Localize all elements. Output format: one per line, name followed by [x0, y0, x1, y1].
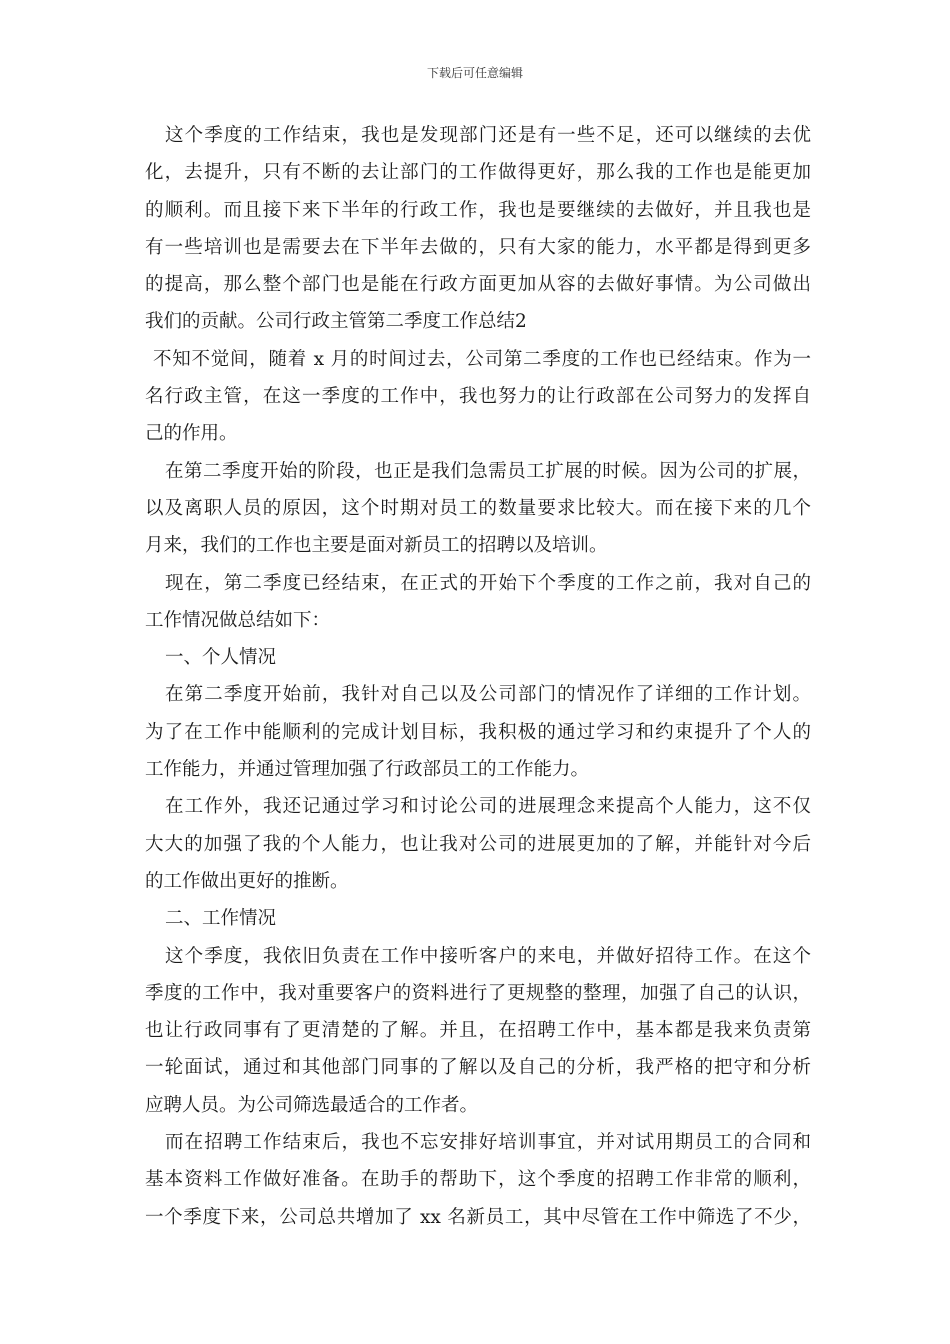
text-line: 工作能力，并通过管理加强了行政部员工的工作能力。	[145, 759, 590, 781]
text-line: 基本资料工作做好准备。在助手的帮助下，这个季度的招聘工作非常的顺利，	[145, 1169, 811, 1191]
text-line: 这个季度的工作结束，我也是发现部门还是有一些不足，还可以继续的去优	[165, 125, 811, 146]
text-line: 己的作用。	[145, 423, 238, 445]
text-line: 在第二季度开始的阶段，也正是我们急需员工扩展的时候。因为公司的扩展，	[165, 460, 811, 482]
text-line: 月来，我们的工作也主要是面对新员工的招聘以及培训。	[145, 535, 608, 557]
text-line: 应聘人员。为公司筛选最适合的工作者。	[145, 1094, 479, 1116]
text-line: 而在招聘工作结束后，我也不忘安排好培训事宜，并对试用期员工的合同和	[165, 1132, 811, 1154]
text-line: 以及离职人员的原因，这个时期对员工的数量要求比较大。而在接下来的几个	[145, 497, 811, 519]
text-line: 季度的工作中，我对重要客户的资料进行了更规整的整理，加强了自己的认识，	[145, 982, 811, 1004]
text-line: 也让行政同事有了更清楚的了解。并且，在招聘工作中，基本都是我来负责第	[145, 1020, 811, 1042]
text-line: 在第二季度开始前，我针对自己以及公司部门的情况作了详细的工作计划。	[165, 684, 811, 706]
text-line: 工作情况做总结如下：	[145, 609, 331, 631]
text-line: 这个季度，我依旧负责在工作中接听客户的来电，并做好招待工作。在这个	[165, 945, 811, 967]
text-line: 一个季度下来，公司总共增加了 xx 名新员工，其中尽管在工作中筛选了不少，	[145, 1206, 811, 1228]
text-line: 有一些培训也是需要去在下半年去做的，只有大家的能力，水平都是得到更多	[145, 236, 811, 258]
text-line: 名行政主管，在这一季度的工作中，我也努力的让行政部在公司努力的发挥自	[145, 386, 811, 408]
text-line: 不知不觉间，随着 x 月的时间过去，公司第二季度的工作也已经结束。作为一	[153, 348, 811, 370]
page-header: 下载后可任意编辑	[426, 66, 523, 80]
text-line: 二、工作情况	[165, 908, 277, 930]
document-body	[145, 117, 811, 1236]
text-line: 的工作做出更好的推断。	[145, 870, 349, 892]
text-line: 一、个人情况	[165, 647, 277, 669]
text-line: 的提高，那么整个部门也是能在行政方面更加从容的去做好事情。为公司做出	[145, 274, 811, 296]
text-line: 为了在工作中能顺利的完成计划目标，我积极的通过学习和约束提升了个人的	[145, 721, 811, 743]
text-line: 化，去提升，只有不断的去让部门的工作做得更好，那么我的工作也是能更加	[145, 162, 811, 184]
text-line: 现在，第二季度已经结束，在正式的开始下个季度的工作之前，我对自己的	[165, 572, 811, 594]
text-line: 的顺利。而且接下来下半年的行政工作，我也是要继续的去做好，并且我也是	[145, 199, 811, 221]
text-line: 大大的加强了我的个人能力，也让我对公司的进展更加的了解，并能针对今后	[145, 833, 811, 855]
text-line: 在工作外，我还记通过学习和讨论公司的进展理念来提高个人能力，这不仅	[165, 796, 811, 818]
text-line: 我们的贡献。公司行政主管第二季度工作总结2	[145, 311, 527, 333]
text-line: 一轮面试，通过和其他部门同事的了解以及自己的分析，我严格的把守和分析	[145, 1057, 811, 1079]
